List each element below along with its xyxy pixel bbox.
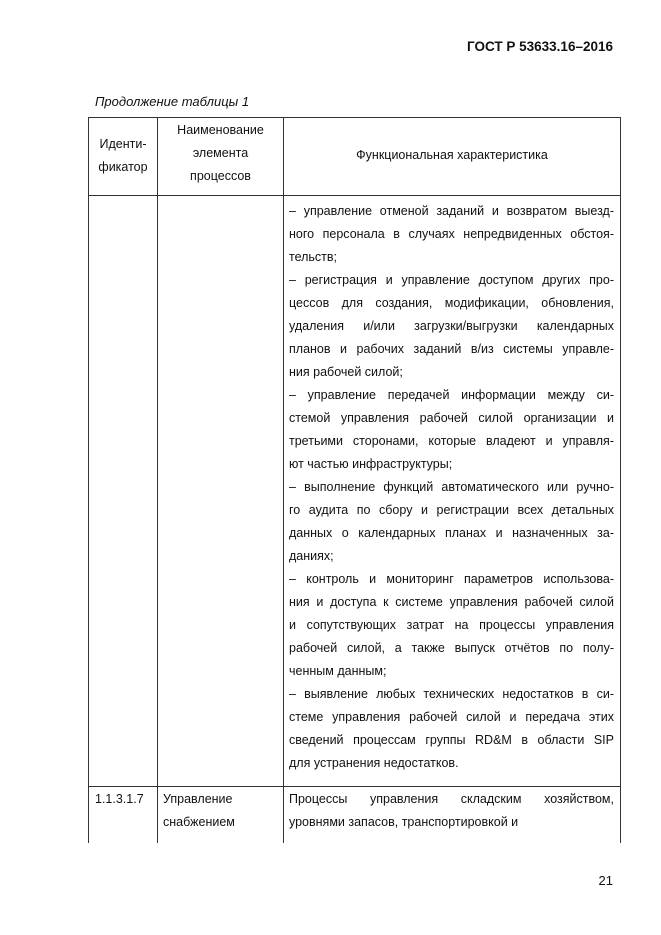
- table-top-border: [88, 117, 621, 118]
- text-line: – управление отменой заданий и возвратом выезд-: [289, 204, 614, 218]
- header-name: [158, 119, 283, 188]
- col-border: [620, 117, 621, 843]
- text-line: ния и доступа к системе управления рабочей силой: [289, 595, 614, 609]
- text-line: го аудита по сбору и регистрации всех детальных: [289, 503, 614, 517]
- row-divider: [88, 786, 621, 787]
- standard-header: ГОСТ Р 53633.16–2016: [467, 39, 613, 54]
- table-caption: Продолжение таблицы 1: [95, 94, 250, 109]
- text-line: третьими сторонами, которые владеют и управля-: [289, 434, 614, 448]
- text-line: ют частью инфраструктуры;: [289, 457, 453, 471]
- text-line: даниях;: [289, 549, 334, 563]
- text-line: для устранения недостатков.: [289, 756, 459, 770]
- page-number: 21: [598, 873, 613, 888]
- text-line: – выполнение функций автоматического или ручно-: [289, 480, 614, 494]
- text-line: цессов для создания, модификации, обновления,: [289, 296, 614, 310]
- header-text: элемента: [192, 146, 249, 160]
- text-line: тельств;: [289, 250, 338, 264]
- text-line: – выявление любых технических недостатков в си-: [289, 687, 614, 701]
- text-line: – контроль и мониторинг параметров использова-: [289, 572, 614, 586]
- row-2-func: [289, 788, 614, 834]
- header-text: процессов: [190, 169, 251, 183]
- header-id: [89, 133, 157, 179]
- header-text: Наименование: [177, 123, 264, 137]
- name-line: Управление: [163, 792, 233, 806]
- header-text: Иденти-: [99, 137, 147, 151]
- text-line: стемой управления рабочей силой организации и: [289, 411, 614, 425]
- text-line: планов и рабочих заданий в/из системы управле-: [289, 342, 614, 356]
- text-line: рабочей силой, а также выпуск отчётов по полу-: [289, 641, 614, 655]
- text-line: ния рабочей силой;: [289, 365, 403, 379]
- text-line: – регистрация и управление доступом других про-: [289, 273, 614, 287]
- name-line: снабжением: [163, 815, 235, 829]
- col-border: [157, 117, 158, 843]
- row-2-id: 1.1.3.1.7: [95, 792, 144, 806]
- header-text: фикатор: [98, 160, 148, 174]
- text-line: ченным данным;: [289, 664, 387, 678]
- col-border: [283, 117, 284, 843]
- text-line: стеме управления рабочей силой и передача этих: [289, 710, 614, 724]
- row-2-name: [163, 788, 235, 834]
- text-line: данных о календарных планах и назначенных за-: [289, 526, 614, 540]
- text-line: сведений процессам группы RD&M в области SIP: [289, 733, 614, 747]
- text-line: Процессы управления складским хозяйством,: [289, 792, 614, 806]
- col-border: [88, 117, 89, 843]
- text-line: ного персонала в случаях непредвиденных обстоя-: [289, 227, 614, 241]
- row-1-func: [289, 200, 614, 775]
- text-line: уровнями запасов, транспортировкой и: [289, 815, 519, 829]
- header-bottom-border: [88, 195, 621, 196]
- text-line: – управление передачей информации между си-: [289, 388, 614, 402]
- text-line: и сопутствующих затрат на процессы управления: [289, 618, 614, 632]
- header-func: Функциональная характеристика: [356, 148, 548, 162]
- text-line: удаления и/или загрузки/выгрузки календарных: [289, 319, 614, 333]
